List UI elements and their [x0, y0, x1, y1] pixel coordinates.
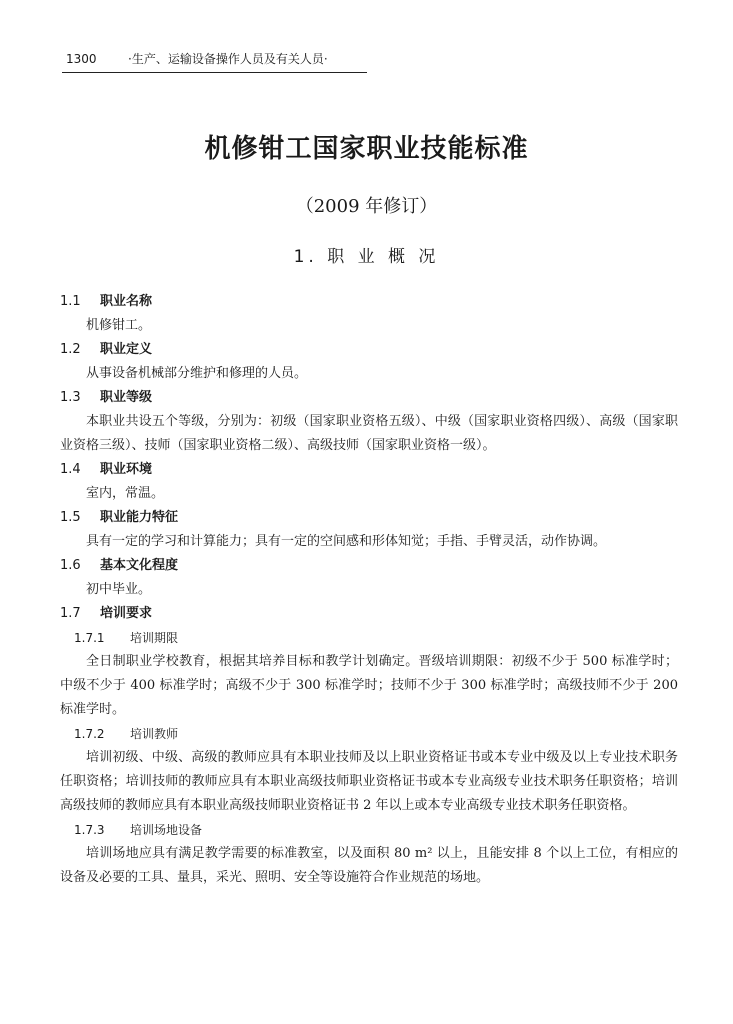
item-text: 初中毕业。	[86, 582, 152, 597]
item-heading	[60, 290, 678, 314]
document-title: 机修钳工国家职业技能标准	[204, 134, 529, 164]
item-heading	[60, 506, 678, 530]
item-title: 基本文化程度	[100, 558, 179, 573]
item-title: 职业环境	[100, 462, 153, 477]
item-title: 职业能力特征	[100, 510, 179, 525]
subitem-title: 培训教师	[130, 727, 179, 741]
item-number: 1.5	[60, 510, 81, 525]
item-heading	[60, 602, 678, 626]
item-heading	[60, 386, 678, 410]
item-text: 从事设备机械部分维护和修理的人员。	[86, 366, 308, 381]
item-text: 本职业共设五个等级，分别为：初级（国家职业资格五级）、中级（国家职业资格四级）、高级（国家职业资格三级）、技师（国家职业资格二级）、高级技师（国家职业资格一级）。	[60, 414, 678, 453]
running-header	[62, 50, 367, 73]
item-title: 职业定义	[100, 342, 153, 357]
section-heading	[0, 242, 733, 267]
item-number: 1.6	[60, 558, 81, 573]
document-body	[60, 290, 678, 890]
item-title: 职业等级	[100, 390, 153, 405]
subitem-heading	[60, 818, 678, 842]
subitem-heading	[60, 626, 678, 650]
section-number: 1.	[293, 247, 318, 267]
item-text: 机修钳工。	[86, 318, 152, 333]
item-number: 1.3	[60, 390, 81, 405]
subitem-number: 1.7.1	[74, 631, 105, 645]
item-number: 1.7	[60, 606, 81, 621]
subitem-heading	[60, 722, 678, 746]
item-text: 具有一定的学习和计算能力；具有一定的空间感和形体知觉；手指、手臂灵活，动作协调。	[86, 534, 607, 549]
item-heading	[60, 554, 678, 578]
subitem-number: 1.7.2	[74, 727, 105, 741]
document-subtitle: （2009 年修订）	[295, 196, 438, 217]
section-title: 职 业 概 况	[327, 247, 440, 267]
subitem-title: 培训场地设备	[130, 823, 203, 837]
item-number: 1.2	[60, 342, 81, 357]
subitem-title: 培训期限	[130, 631, 179, 645]
item-number: 1.1	[60, 294, 81, 309]
running-head: ·生产、运输设备操作人员及有关人员·	[128, 52, 328, 66]
item-title: 培训要求	[100, 606, 153, 621]
item-title: 职业名称	[100, 294, 153, 309]
subitem-text: 培训初级、中级、高级的教师应具有本职业技师及以上职业资格证书或本专业中级及以上专业技术职务任职资格；培训技师的教师应具有本职业高级技师职业资格证书或本专业高级专业技术职务任职资格；培训高级技师的教师应具有本职业高级技师职业资格证书 2 年以上或本专业高级专业技术职务任职资格。	[60, 750, 678, 813]
subitem-text: 全日制职业学校教育，根据其培养目标和教学计划确定。晋级培训期限：初级不少于 500 标准学时；中级不少于 400 标准学时；高级不少于 300 标准学时；技师不少于 300 标准学时；高级技师不少于 200 标准学时。	[60, 654, 678, 717]
item-heading	[60, 338, 678, 362]
item-number: 1.4	[60, 462, 81, 477]
item-text: 室内，常温。	[86, 486, 165, 501]
item-heading	[60, 458, 678, 482]
page-number: 1300	[66, 52, 97, 66]
subitem-text: 培训场地应具有满足教学需要的标准教室，以及面积 80 m² 以上，且能安排 8 个以上工位，有相应的设备及必要的工具、量具，采光、照明、安全等设施符合作业规范的场地。	[60, 846, 678, 885]
subitem-number: 1.7.3	[74, 823, 105, 837]
